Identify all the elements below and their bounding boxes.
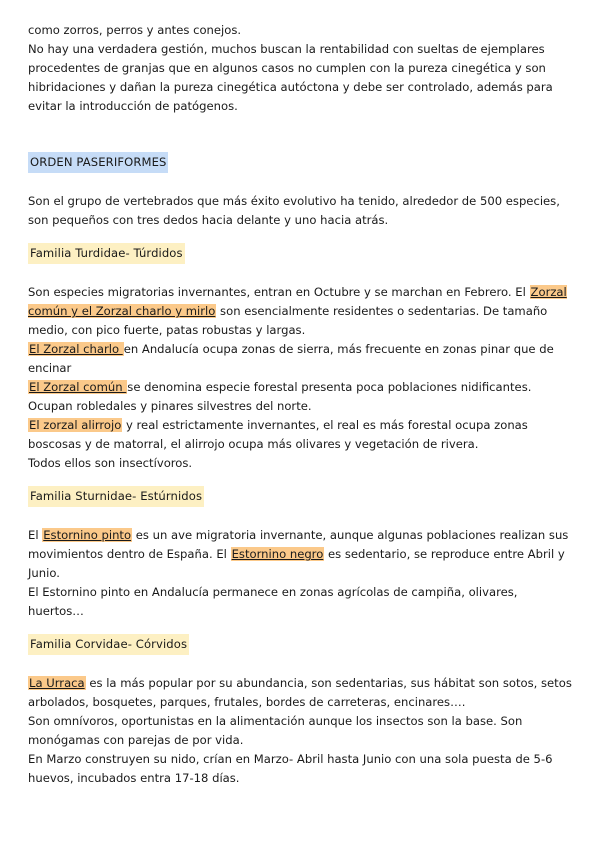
turdidae-paragraph-5: Todos ellos son insectívoros. [28,456,193,470]
corvidae-paragraph-2: Son omnívoros, oportunistas en la alimentación aunque los insectos son la base. Son monógamas con parejas de por vida. [28,714,523,747]
highlight-zorzal-comun: El Zorzal común [29,380,127,394]
highlight-urraca: La Urraca [29,676,85,690]
turdidae-heading [28,243,576,264]
turdidae-title: Familia Turdidae- Túrdidos [28,243,185,264]
highlight-zorzal-alirrojo: El zorzal alirrojo [29,418,122,432]
text-span: en Andalucía ocupa zonas de sierra, más frecuente en zonas pinar que de encinar [28,342,554,375]
text-span: se denomina especie forestal presenta poca poblaciones nidificantes. Ocupan robledales y pinares silvestres del norte. [28,380,532,413]
sturnidae-paragraph-2: El Estornino pinto en Andalucía permanece en zonas agrícolas de campiña, olivares, huertos… [28,585,518,618]
highlight-estornino-negro: Estornino negro [231,547,324,561]
text-span: es sedentario, se reproduce entre Abril y Junio. [28,547,565,580]
text-span: El [28,528,43,542]
document-page [28,21,576,788]
corvidae-paragraph-3: En Marzo construyen su nido, crían en Marzo- Abril hasta Junio con una sola puesta de 5-6 huevos, incubados entra 17-18 días. [28,752,553,785]
text-span: Son especies migratorias invernantes, entran en Octubre y se marchan en Febrero. El [28,285,530,299]
highlight-estornino-pinto: Estornino pinto [43,528,132,542]
intro-paragraph: No hay una verdadera gestión, muchos buscan la rentabilidad con sueltas de ejemplares procedentes de granjas que en algunos casos no cumplen con la pureza cinegética y son hibridaciones y dañan la pureza cinegética autóctona y debe ser controlado, además para evitar la introducción de patógenos. [28,42,553,113]
corvidae-paragraph-1 [28,674,576,712]
turdidae-paragraph-2 [28,340,576,378]
highlight-zorzal-comun-charlo: Zorzal común y el Zorzal charlo y mirlo [28,285,567,318]
text-span: es la más popular por su abundancia, son sedentarias, sus hábitat son sotos, setos arbolados, bosquetes, parques, frutales, bordes de carreteras, encinares…. [28,676,572,709]
order-paragraph: Son el grupo de vertebrados que más éxito evolutivo ha tenido, alrededor de 500 especies, son pequeños con tres dedos hacia delante y uno hacia atrás. [28,194,560,227]
highlight-zorzal-charlo: El Zorzal charlo [29,342,123,356]
corvidae-title: Familia Corvidae- Córvidos [28,634,189,655]
turdidae-paragraph-4 [28,416,576,454]
sturnidae-title: Familia Sturnidae- Estúrnidos [28,486,204,507]
turdidae-paragraph-3 [28,378,576,416]
order-title: ORDEN PASERIFORMES [28,152,168,173]
intro-line: como zorros, perros y antes conejos. [28,23,242,37]
sturnidae-paragraph-1 [28,526,576,583]
sturnidae-heading [28,486,576,507]
turdidae-paragraph-1 [28,283,576,340]
text-span: son esencialmente residentes o sedentarias. De tamaño medio, con pico fuerte, patas robustas y largas. [28,304,548,337]
order-heading [28,152,576,173]
corvidae-heading [28,634,576,655]
text-span: es un ave migratoria invernante, aunque algunas poblaciones realizan sus movimientos dentro de España. El [28,528,569,561]
text-span: y real estrictamente invernantes, el real es más forestal ocupa zonas boscosas y de matorral, el alirrojo ocupa más olivares y vegetación de rivera. [28,418,528,451]
